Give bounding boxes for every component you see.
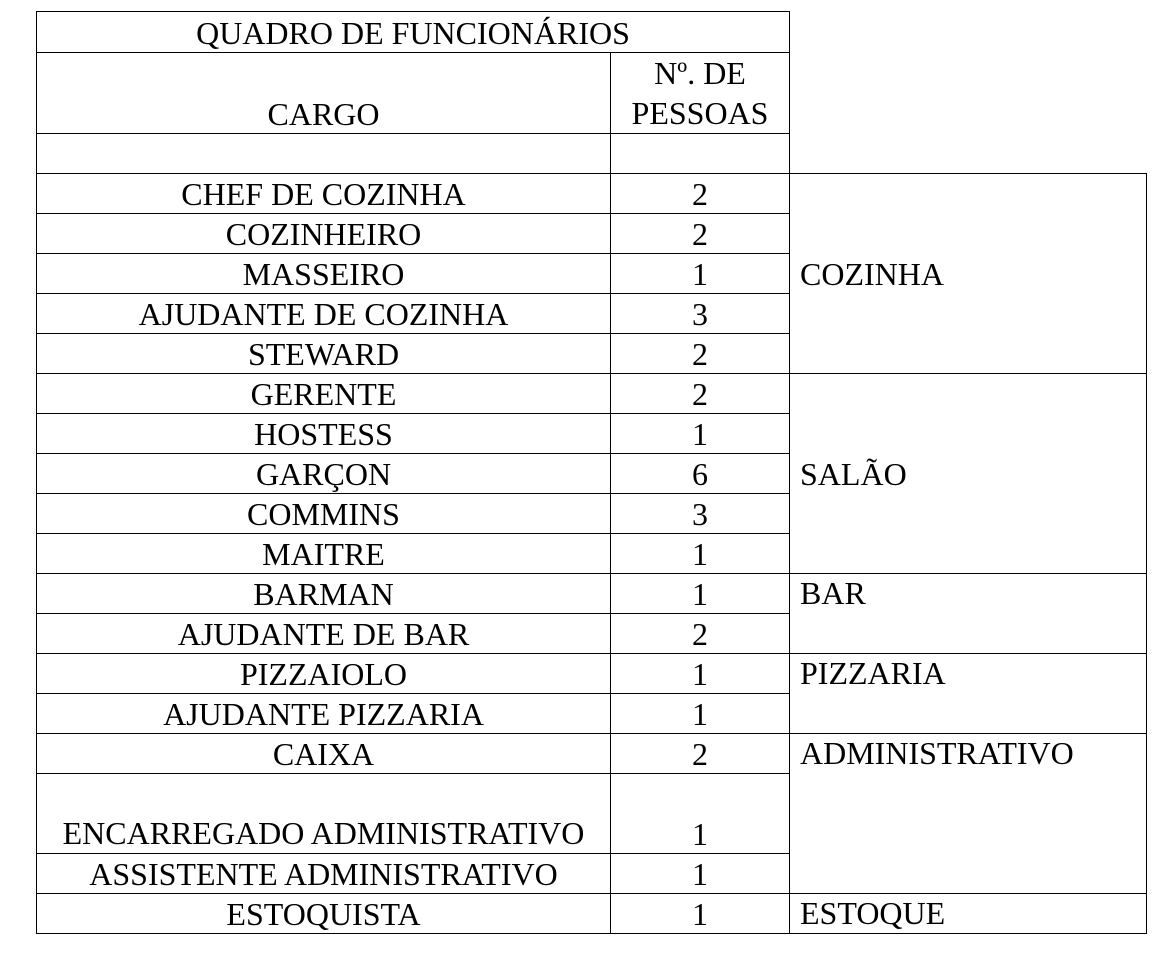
pessoas-cell: 2 xyxy=(611,214,790,254)
pessoas-cell: 1 xyxy=(611,534,790,574)
pessoas-cell: 1 xyxy=(611,894,790,934)
cargo-cell: AJUDANTE DE BAR xyxy=(37,614,611,654)
pessoas-cell: 1 xyxy=(611,854,790,894)
pessoas-cell: 1 xyxy=(611,414,790,454)
pessoas-cell: 2 xyxy=(611,334,790,374)
section-pizzaria: PIZZARIA xyxy=(790,654,1147,734)
pessoas-cell: 2 xyxy=(611,374,790,414)
cargo-cell: STEWARD xyxy=(37,334,611,374)
cargo-cell: GERENTE xyxy=(37,374,611,414)
table-title: QUADRO DE FUNCIONÁRIOS xyxy=(37,12,790,53)
header-num-pessoas: Nº. DE PESSOAS xyxy=(611,53,790,134)
cargo-cell: AJUDANTE DE COZINHA xyxy=(37,294,611,334)
table-row xyxy=(37,734,1147,774)
cargo-cell: PIZZAIOLO xyxy=(37,654,611,694)
blank-cell xyxy=(790,134,1147,174)
pessoas-cell: 2 xyxy=(611,174,790,214)
table-row xyxy=(37,574,1147,614)
pessoas-cell: 2 xyxy=(611,614,790,654)
cargo-cell: ASSISTENTE ADMINISTRATIVO xyxy=(37,854,611,894)
section-cozinha: COZINHA xyxy=(790,174,1147,374)
header-cargo: CARGO xyxy=(37,53,611,134)
empty-cell xyxy=(611,134,790,174)
pessoas-cell: 3 xyxy=(611,494,790,534)
cargo-cell: BARMAN xyxy=(37,574,611,614)
cargo-cell: AJUDANTE PIZZARIA xyxy=(37,694,611,734)
blank-cell xyxy=(790,12,1147,53)
cargo-cell: HOSTESS xyxy=(37,414,611,454)
cargo-cell: ESTOQUISTA xyxy=(37,894,611,934)
cargo-cell: CAIXA xyxy=(37,734,611,774)
table-row xyxy=(37,894,1147,934)
cargo-cell: COMMINS xyxy=(37,494,611,534)
cargo-cell: MAITRE xyxy=(37,534,611,574)
pessoas-cell: 1 xyxy=(611,694,790,734)
pessoas-cell: 6 xyxy=(611,454,790,494)
cargo-cell: GARÇON xyxy=(37,454,611,494)
pessoas-cell: 1 xyxy=(611,254,790,294)
section-administrativo: ADMINISTRATIVO xyxy=(790,734,1147,894)
cargo-cell: CHEF DE COZINHA xyxy=(37,174,611,214)
section-estoque: ESTOQUE xyxy=(790,894,1147,934)
empty-cell xyxy=(37,134,611,174)
pessoas-cell: 1 xyxy=(611,574,790,614)
pessoas-cell: 2 xyxy=(611,734,790,774)
pessoas-cell: 1 xyxy=(611,774,790,854)
section-salao: SALÃO xyxy=(790,374,1147,574)
cargo-cell: COZINHEIRO xyxy=(37,214,611,254)
table-row xyxy=(37,174,1147,214)
cargo-cell: MASSEIRO xyxy=(37,254,611,294)
staff-table xyxy=(36,11,1147,934)
cargo-cell: ENCARREGADO ADMINISTRATIVO xyxy=(37,774,611,854)
blank-cell xyxy=(790,53,1147,134)
pessoas-cell: 3 xyxy=(611,294,790,334)
table-row xyxy=(37,374,1147,414)
table-row xyxy=(37,654,1147,694)
pessoas-cell: 1 xyxy=(611,654,790,694)
section-bar: BAR xyxy=(790,574,1147,654)
